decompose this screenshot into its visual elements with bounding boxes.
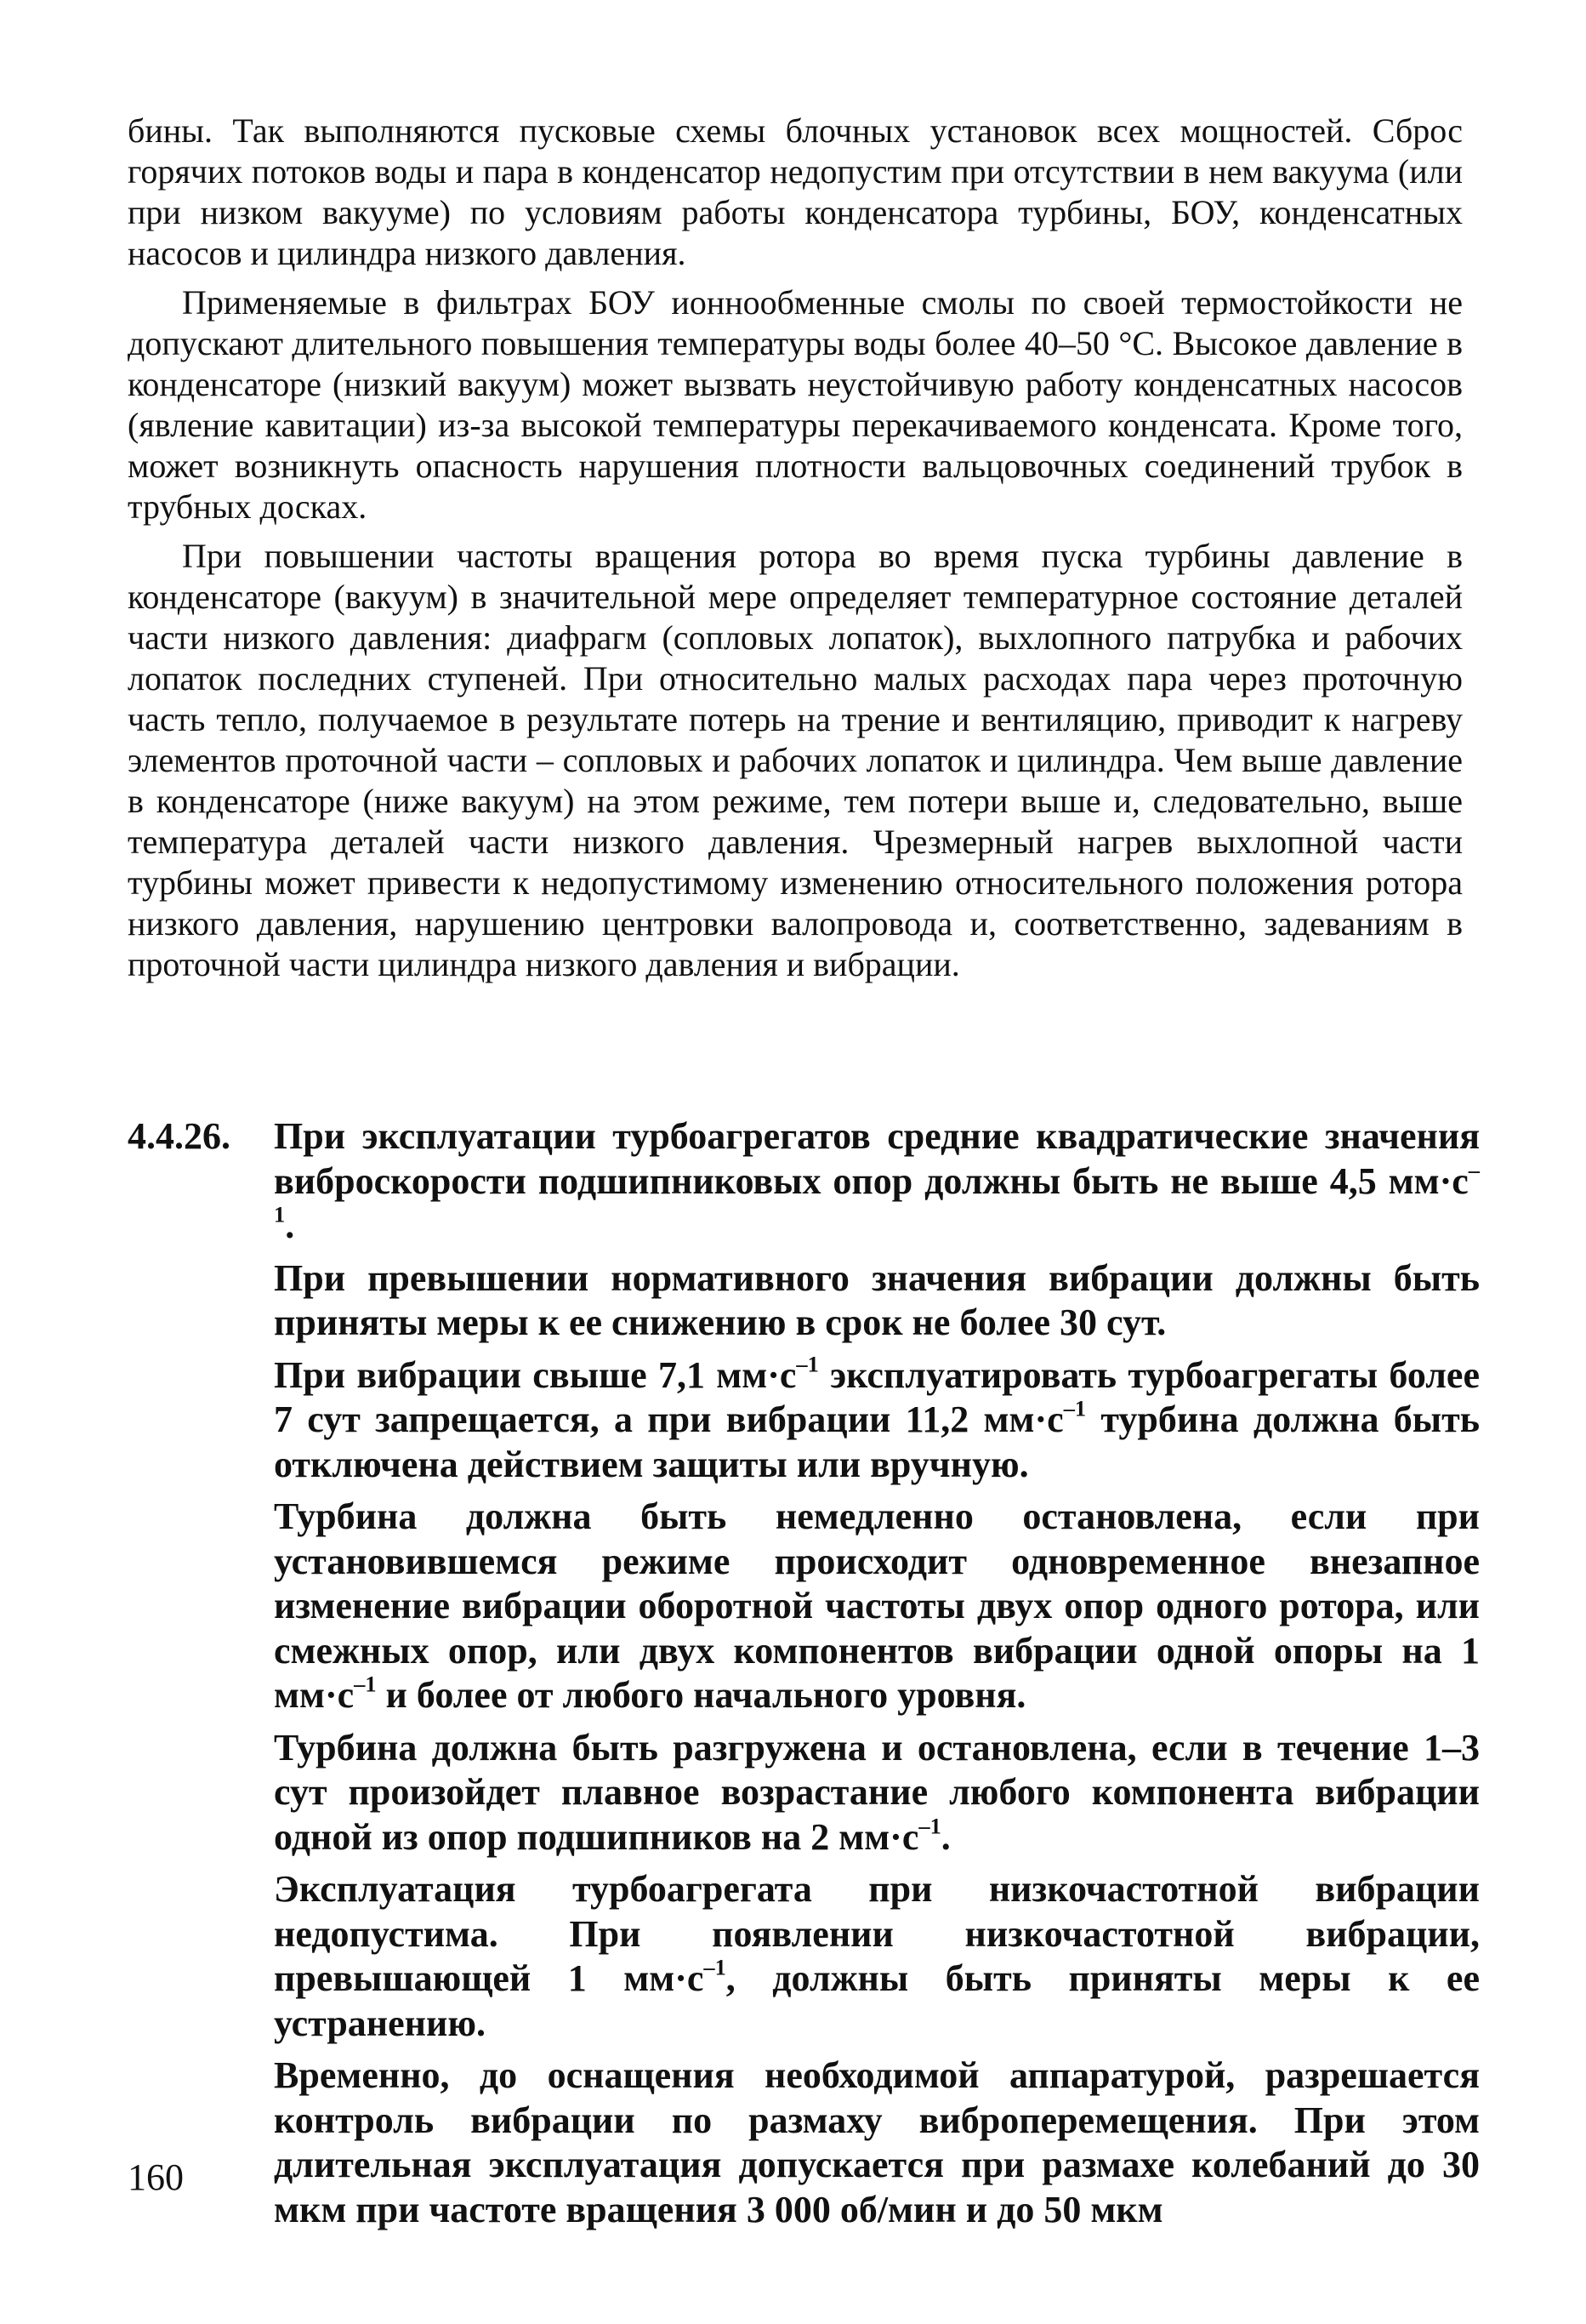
- text: .: [941, 1815, 951, 1858]
- clause-paragraph: При превышении нормативного значения вибрации должны быть приняты меры к ее снижению в срок не более 30 сут.: [274, 1256, 1480, 1343]
- paragraph: Применяемые в фильтрах БОУ ионнообменные смолы по своей термостойкости не допускают длительного повышения температуры воды более 40–50 °С. Высокое давление в конденсаторе (низкий вакуум) может вызвать неустойчивую работу конденсатных насосов (явление кавитации) из-за высокой температуры перекачиваемого конденсата. Кроме того, может возникнуть опасность нарушения плотности вальцовочных соединений трубок в трубных досках.: [128, 283, 1463, 526]
- clause-paragraph: [274, 1726, 1480, 1860]
- text: и более от любого начального уровня.: [376, 1674, 1026, 1716]
- clause-paragraph: Временно, до оснащения необходимой аппаратурой, разрешается контроль вибрации по размаху виброперемещения. При этом длительная эксплуатация допускается при размахе колебаний до 30 мкм при частоте вращения 3 000 об/мин и до 50 мкм: [274, 2054, 1480, 2230]
- exponent: –1: [796, 1351, 819, 1377]
- text: эксплуатировать турбоагрегаты более 7 сут запрещается, а при вибрации 11,2 мм·с: [274, 1353, 1480, 1440]
- clause-4-4-26: [128, 1114, 1480, 2240]
- body-text: [128, 111, 1463, 985]
- exponent: –1: [703, 1954, 726, 1980]
- clause-paragraph: [274, 1114, 1480, 1249]
- text: Эксплуатация турбоагрегата при низкочастотной вибрации недопустима. При появлении низкочастотной вибрации, превышающей 1 мм·с: [274, 1868, 1480, 1999]
- clause-paragraph: [274, 1353, 1480, 1488]
- paragraph: бины. Так выполняются пусковые схемы блочных установок всех мощностей. Сброс горячих потоков воды и пара в конденсатор недопустим при отсутствии в нем вакуума (или при низком вакууме) по условиям работы конденсатора турбины, БОУ, конденсатных насосов и цилиндра низкого давления.: [128, 111, 1463, 272]
- paragraph: При повышении частоты вращения ротора во время пуска турбины давление в конденсаторе (вакуум) в значительной мере определяет температурное состояние деталей части низкого давления: диафрагм (сопловых лопаток), выхлопного патрубка и рабочих лопаток последних ступеней. При относительно малых расходах пара через проточную часть тепло, получаемое в результате потерь на трение и вентиляцию, приводит к нагреву элементов проточной части – сопловых и рабочих лопаток и цилиндра. Чем выше давление в конденсаторе (ниже вакуум) на этом режиме, тем потери выше и, следовательно, выше температура деталей части низкого давления. Чрезмерный нагрев выхлопной части турбины может привести к недопустимому изменению относительного положения ротора низкого давления, нарушению центровки валопровода и, соответственно, задеваниям в проточной части цилиндра низкого давления и вибрации.: [128, 537, 1463, 983]
- exponent: –1: [1063, 1395, 1087, 1421]
- exponent: –1: [354, 1671, 377, 1697]
- clause-paragraph: [274, 1867, 1480, 2046]
- text: Турбина должна быть разгружена и остановлена, если в течение 1–3 сут произойдет плавное возрастание любого компонента вибрации одной из опор подшипников на 2 мм·с: [274, 1726, 1480, 1858]
- text: Турбина должна быть немедленно остановлена, если при установившемся режиме происходит одновременное внезапное изменение вибрации оборотной частоты двух опор одного ротора, или смежных опор, или двух компонентов вибрации одной опоры на 1 мм·с: [274, 1495, 1480, 1716]
- clause-number: 4.4.26.: [128, 1115, 230, 1157]
- text: турбина должна быть отключена действием защиты или вручную.: [274, 1398, 1480, 1485]
- page-number: 160: [128, 2156, 184, 2198]
- exponent: –1: [918, 1813, 941, 1839]
- text: При вибрации свыше 7,1 мм·с: [274, 1353, 797, 1396]
- clause-paragraph: [274, 1495, 1480, 1718]
- exponent: –1: [274, 1157, 1480, 1228]
- text: При эксплуатации турбоагрегатов средние квадратические значения виброскорости подшипниковых опор должны быть не выше 4,5 мм·с: [274, 1115, 1480, 1202]
- text: , должны быть приняты меры к ее устранению.: [274, 1957, 1480, 2044]
- text: .: [285, 1205, 295, 1246]
- clause-body: [274, 1114, 1480, 2232]
